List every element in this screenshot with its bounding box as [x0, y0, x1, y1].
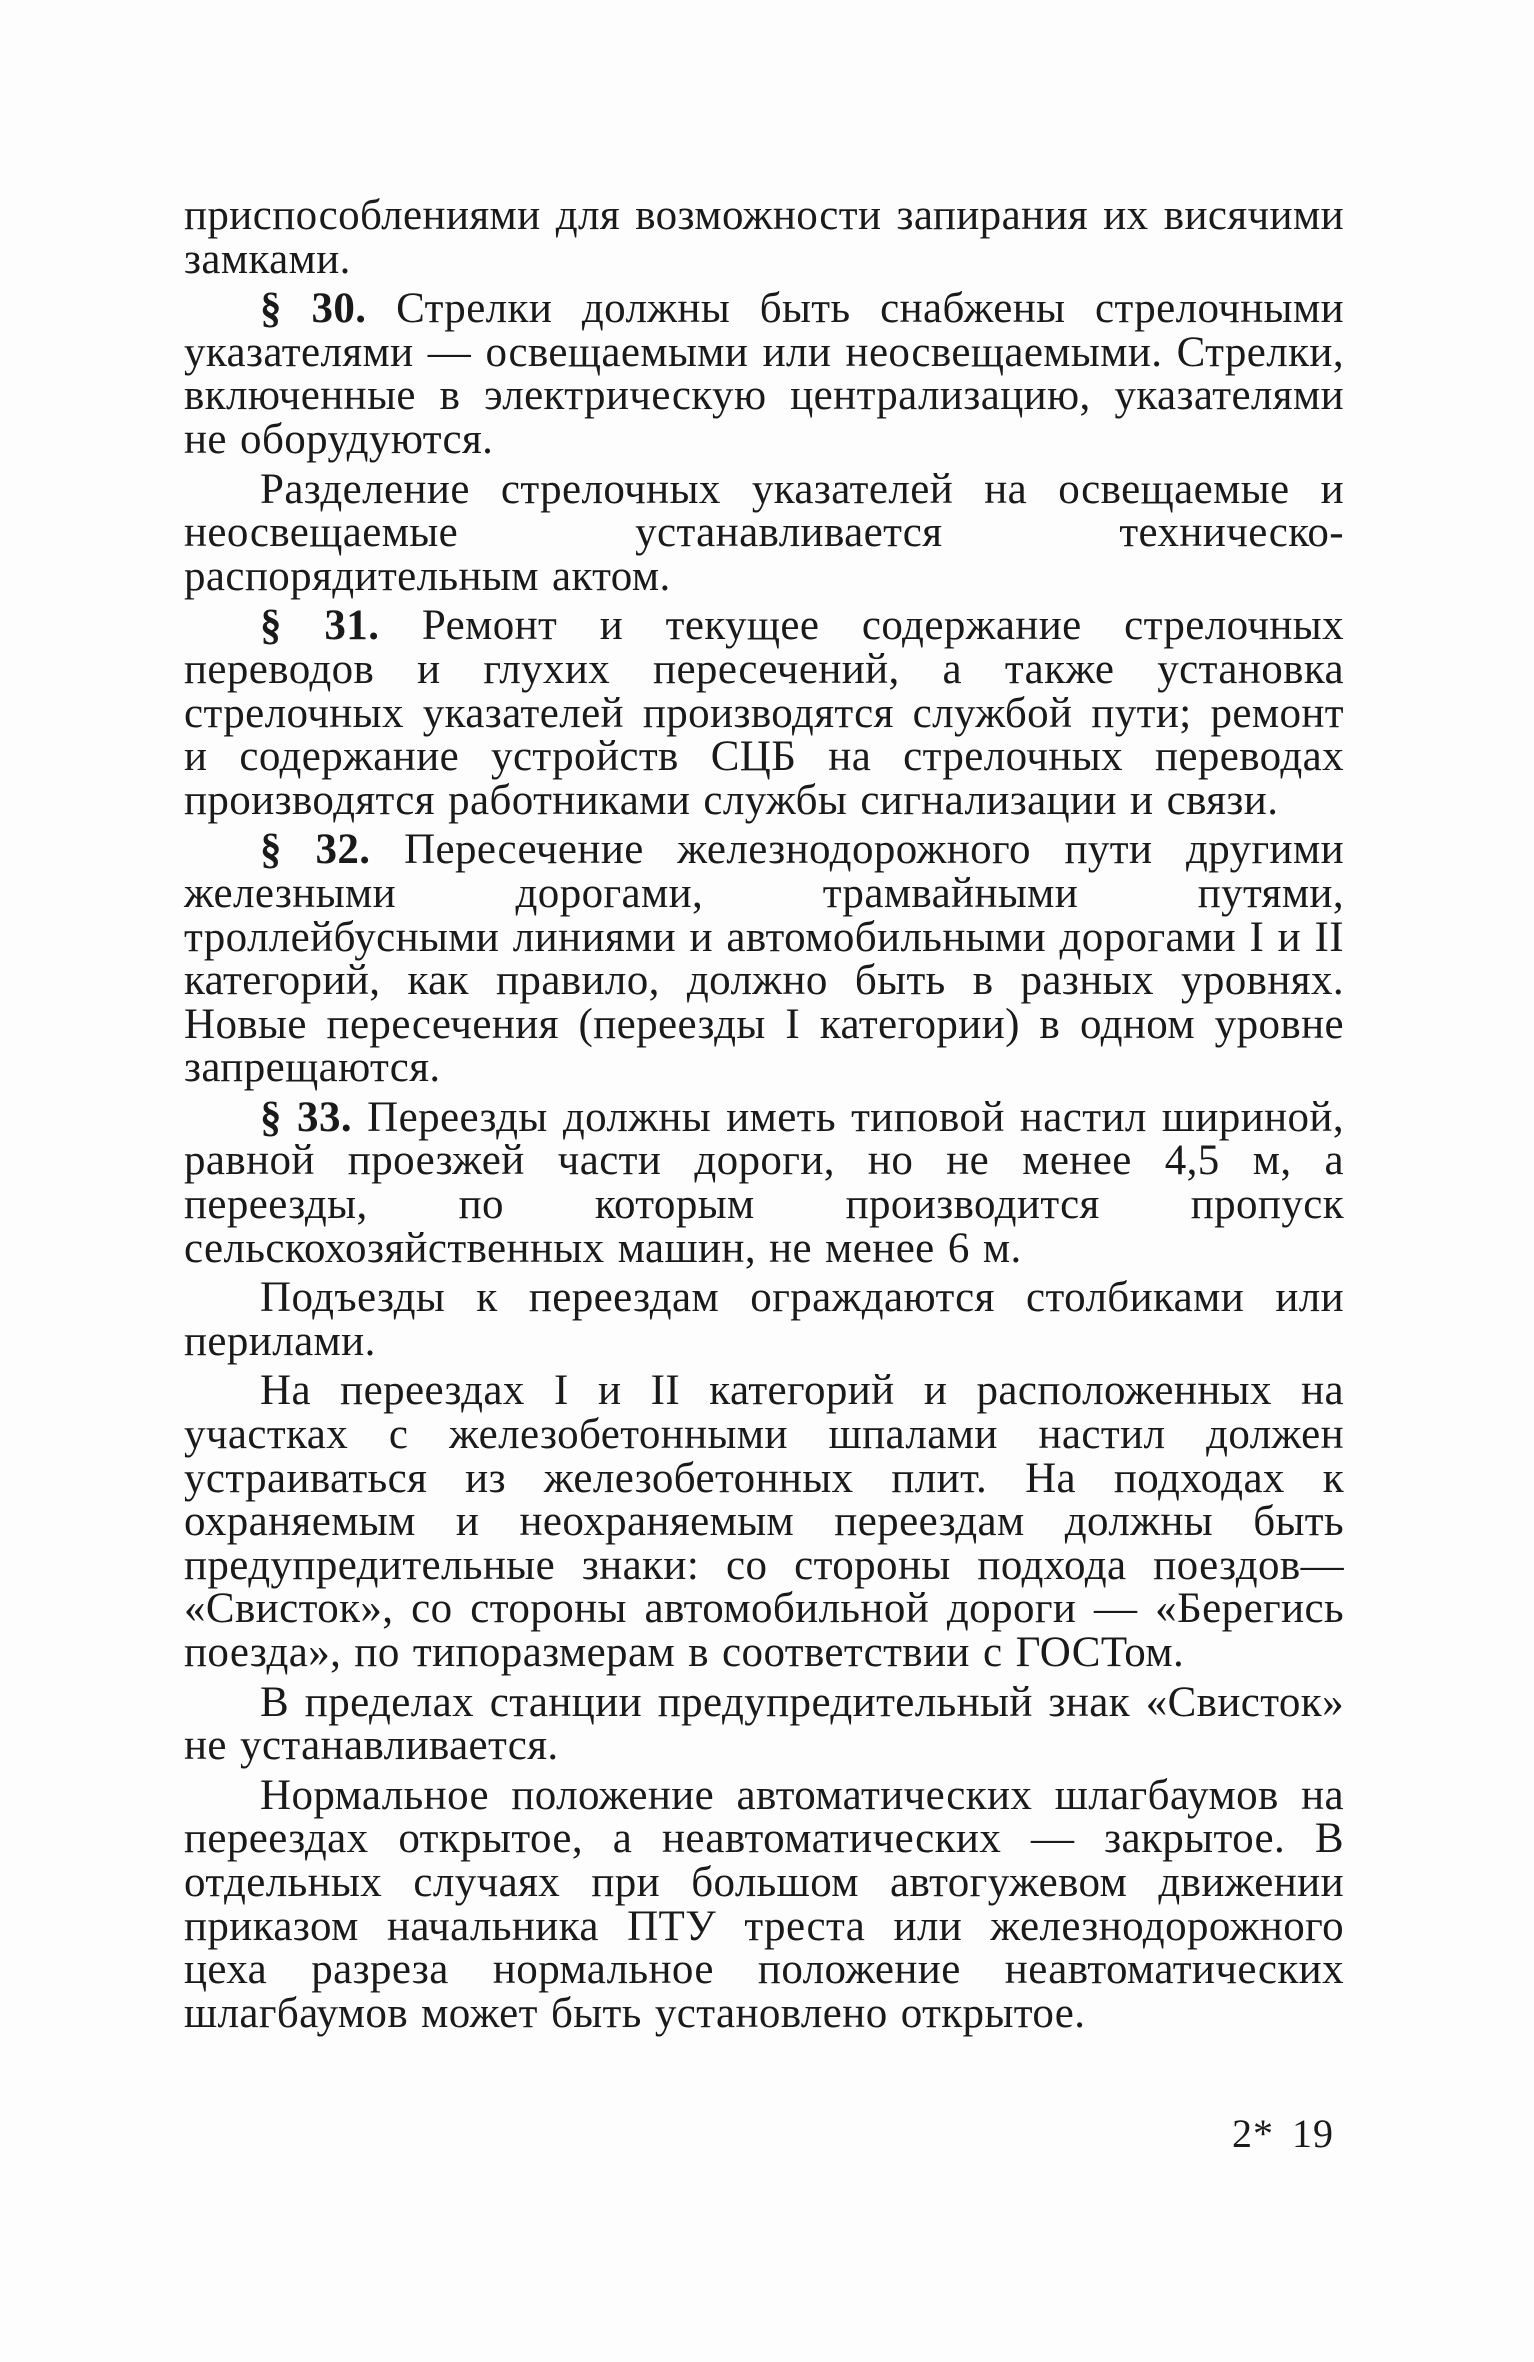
- paragraph: Нормальное положение автоматических шлагбаумов на переездах открытое, а неавтоматических — закрытое. В отдельных случаях при большом автогужевом движении приказом начальника ПТУ треста или железнодорожного цеха разреза нормальное положение неавтоматических шлагбаумов может быть установлено открытое.: [184, 1771, 1344, 2037]
- body-text: [184, 194, 1344, 2035]
- page-number: 19: [1292, 2111, 1334, 2156]
- page-footer: [1232, 2110, 1334, 2157]
- section-number: § 31.: [260, 602, 380, 650]
- paragraph: В пределах станции предупредительный знак «Свисток» не устанавливается.: [184, 1678, 1344, 1770]
- paragraph: Разделение стрелочных указателей на освещаемые и неосвещаемые устанавливается техническо-распорядительным актом.: [184, 465, 1344, 600]
- paragraph: На переездах I и II категорий и расположенных на участках с железобетонными шпалами настил должен устраиваться из железобетонных плит. На подходах к охраняемым и неохраняемым переездам должны быть предупредительные знаки: со стороны подхода поездов— «Свисток», со стороны автомобильной дороги — «Берегись поезда», по типоразмерам в соответствии с ГОСТом.: [184, 1367, 1344, 1676]
- paragraph: Подъезды к переездам ограждаются столбиками или перилами.: [184, 1274, 1344, 1365]
- signature-mark: 2*: [1232, 2111, 1274, 2156]
- paragraph-section-33: § 33. Переезды должны иметь типовой настил шириной, равной проезжей части дороги, но не менее 4,5 м, а переезды, по которым производится пропуск сельскохозяйственных машин, не менее 6 м.: [184, 1093, 1344, 1272]
- section-number: § 32.: [260, 826, 371, 874]
- section-number: § 33.: [260, 1093, 352, 1141]
- paragraph-continuation: приспособлениями для возможности запирания их висячими замками.: [184, 192, 1344, 283]
- paragraph-section-32: § 32. Пересечение железнодорожного пути другими железными дорогами, трамвайными путями, троллейбусными линиями и автомобильными дорогами I и II категорий, как правило, должно быть в разных уровнях. Новые пересечения (переезды I категории) в одном уровне запрещаются.: [184, 826, 1344, 1092]
- paragraph-section-31: § 31. Ремонт и текущее содержание стрелочных переводов и глухих пересечений, а также установка стрелочных указателей производятся службой пути; ремонт и содержание устройств СЦБ на стрелочных переводах производятся работниками службы сигнализации и связи.: [184, 602, 1344, 824]
- paragraph-section-30: § 30. Стрелки должны быть снабжены стрелочными указателями — освещаемыми или неосвещаемыми. Стрелки, включенные в электрическую централизацию, указателями не оборудуются.: [184, 285, 1344, 463]
- section-number: § 30.: [260, 285, 367, 333]
